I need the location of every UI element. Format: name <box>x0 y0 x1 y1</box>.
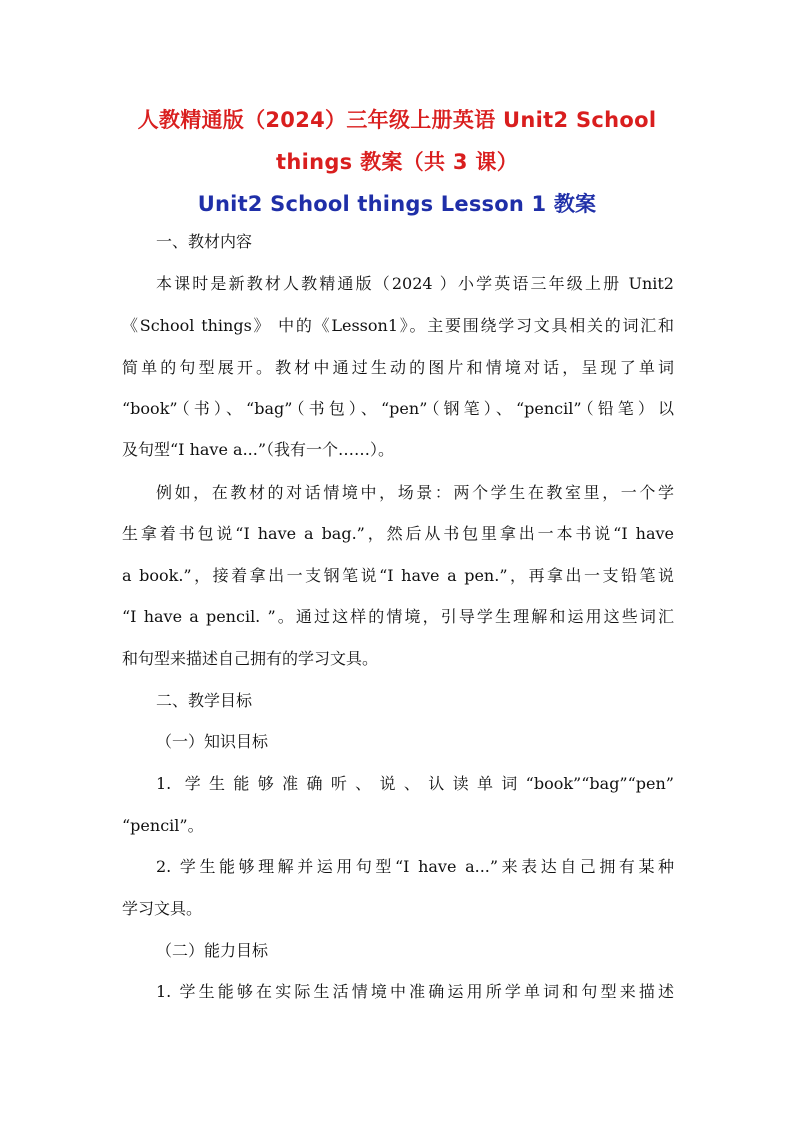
section-heading-objectives: 二、教学目标 <box>156 691 253 710</box>
lesson-subtitle: Unit2 School things Lesson 1 教案 <box>197 192 597 216</box>
document-title-line-1: 人教精通版（2024）三年级上册英语 Unit2 School <box>137 108 657 132</box>
list-item: 2. 学生能够理解并运用句型“I have a...”来表达自己拥有某种 <box>156 857 674 876</box>
paragraph-line: 和句型来描述自己拥有的学习文具。 <box>122 649 379 668</box>
list-item: 1. 学生能够准确听、说、认读单词“book”“bag”“pen” <box>156 774 674 793</box>
paragraph-line: a book.”，接着拿出一支钢笔说“I have a pen.”，再拿出一支铅笔说 <box>122 566 674 585</box>
list-item-continuation: 学习文具。 <box>122 899 203 918</box>
subsection-heading-ability: （二）能力目标 <box>156 941 269 960</box>
paragraph-line: 简单的句型展开。教材中通过生动的图片和情境对话，呈现了单词 <box>122 358 674 377</box>
document-title-line-2: things 教案（共 3 课） <box>275 150 518 174</box>
paragraph-line: 本课时是新教材人教精通版（2024 ）小学英语三年级上册 Unit2 <box>156 274 674 293</box>
subsection-heading-knowledge: （一）知识目标 <box>156 732 269 751</box>
list-item-continuation: “pencil”。 <box>122 816 204 835</box>
paragraph-line: 例如，在教材的对话情境中，场景：两个学生在教室里，一个学 <box>156 483 674 502</box>
paragraph-line: 《School things》 中的《Lesson1》。主要围绕学习文具相关的词汇和 <box>122 316 674 335</box>
paragraph-line: 及句型“I have a...”（我有一个……）。 <box>122 440 395 459</box>
paragraph-line: “I have a pencil. ”。通过这样的情境，引导学生理解和运用这些词汇 <box>122 607 674 626</box>
paragraph-line: 生拿着书包说“I have a bag.”，然后从书包里拿出一本书说“I have <box>122 524 674 543</box>
paragraph-line: “book”（书）、“bag”（书包）、“pen”（钢笔）、“pencil”（铅笔）以 <box>122 399 674 418</box>
list-item: 1. 学生能够在实际生活情境中准确运用所学单词和句型来描述 <box>156 982 674 1001</box>
section-heading-materials: 一、教材内容 <box>156 232 253 251</box>
